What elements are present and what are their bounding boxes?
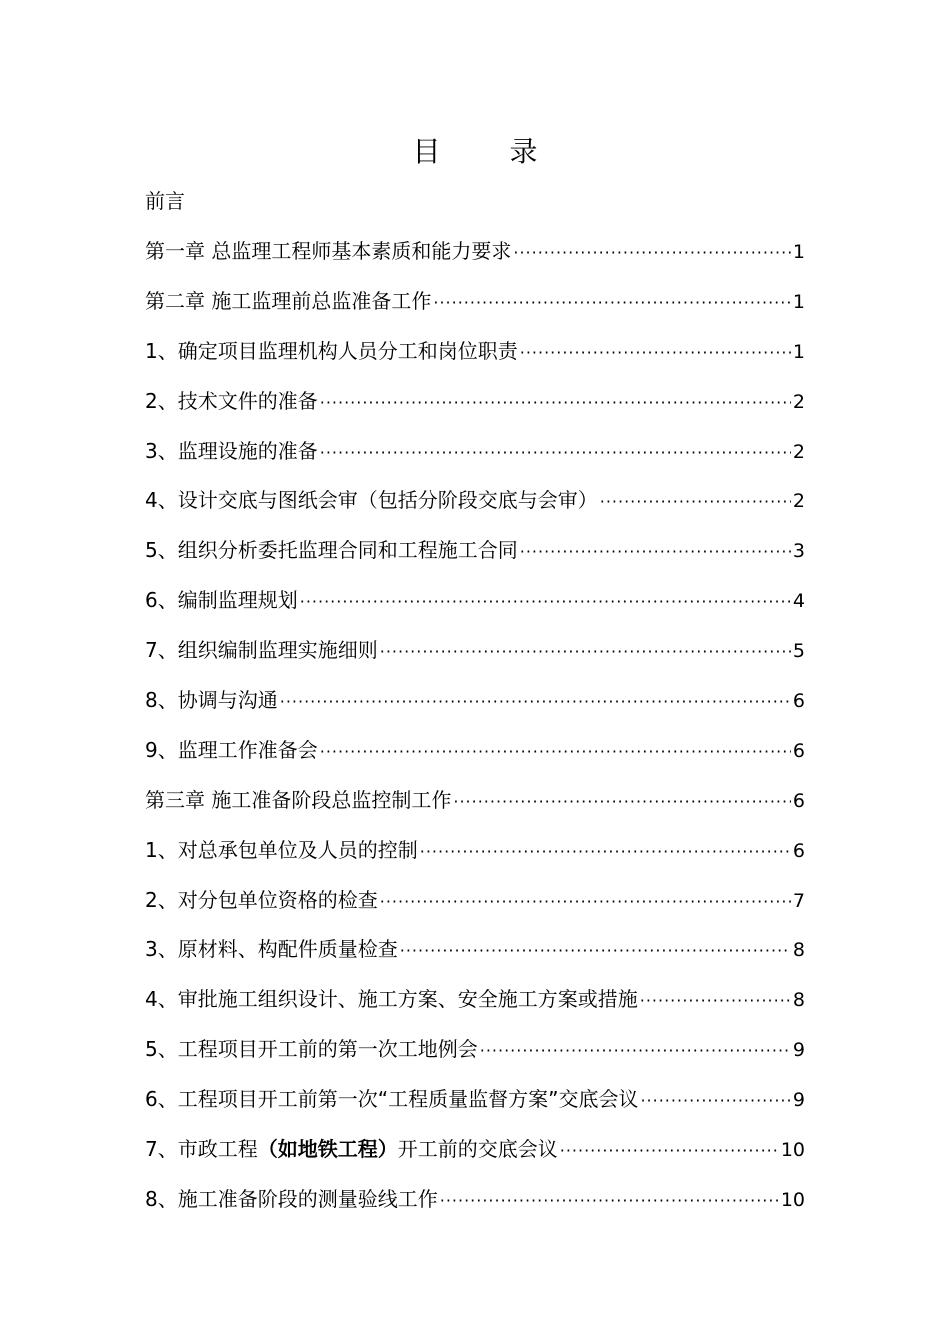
dot-leader [300,583,791,621]
toc-page-number: 8 [792,939,805,962]
toc-entry [145,481,805,519]
dot-leader [320,384,791,422]
toc-entry-label: 8、协调与沟通 [145,688,278,713]
dot-leader [600,483,791,521]
toc-page-number: 7 [792,889,805,912]
dot-leader [320,434,791,472]
dot-leader [480,1032,791,1070]
toc-entry-label: 7、市政工程（如地铁工程）开工前的交底会议 [145,1137,558,1162]
toc-entry [145,930,805,968]
toc-entry-label: 第二章 施工监理前总监准备工作 [145,288,432,313]
toc-title: 目 录 [412,135,568,168]
toc-entry [145,1130,805,1168]
dot-leader [520,533,791,571]
toc-entry-label: 2、对分包单位资格的检查 [145,887,378,912]
toc-entry [145,1080,805,1118]
toc-page-number: 6 [792,839,805,862]
toc-entry-label: 5、组织分析委托监理合同和工程施工合同 [145,538,518,563]
toc-entry-label: 2、技术文件的准备 [145,388,318,413]
toc-entry-label: 9、监理工作准备会 [145,737,318,762]
toc-entry-label: 3、监理设施的准备 [145,438,318,463]
toc-entry [145,980,805,1018]
toc-page-number: 1 [792,241,805,263]
toc-page-number: 2 [792,440,805,463]
toc-entry-label: 4、审批施工组织设计、施工方案、安全施工方案或措施 [145,987,638,1012]
toc-entry [145,731,805,769]
toc-page-number: 9 [792,1089,805,1112]
toc-entry [145,1030,805,1068]
toc-entry [145,581,805,619]
toc-page-number: 2 [792,390,805,413]
toc-entry-label: 1、确定项目监理机构人员分工和岗位职责 [145,338,518,363]
toc-entry [145,781,805,819]
toc-page-number: 8 [792,989,805,1012]
toc-page-number: 6 [792,739,805,762]
dot-leader [380,633,791,671]
toc-entry [145,631,805,669]
toc-page-number: 1 [792,340,805,363]
toc-page-number: 6 [792,789,805,812]
toc-page-number: 10 [780,1188,805,1211]
toc-entry [145,282,805,320]
toc-page-number: 6 [792,690,805,713]
toc-entry [145,681,805,719]
dot-leader [513,234,791,272]
dot-leader [640,982,791,1020]
dot-leader [280,683,791,721]
toc-entry-label: 4、设计交底与图纸会审（包括分阶段交底与会审） [145,488,598,513]
toc-entry-label: 1、对总承包单位及人员的控制 [145,837,418,862]
toc-entry-label: 第一章 总监理工程师基本素质和能力要求 [145,239,512,263]
toc-entry [145,232,805,270]
toc-entry-label: 第三章 施工准备阶段总监控制工作 [145,787,452,812]
dot-leader [400,932,791,970]
dot-leader [320,733,791,771]
toc-page-number: 1 [792,290,805,313]
toc-entry-label: 6、工程项目开工前第一次“工程质量监督方案”交底会议 [145,1087,639,1112]
toc-list [145,182,805,1230]
toc-entry-label: 6、编制监理规划 [145,588,298,613]
toc-entry [145,332,805,370]
toc-page-number: 3 [792,540,805,563]
dot-leader [453,783,791,821]
toc-entry [145,531,805,569]
toc-entry-label: 5、工程项目开工前的第一次工地例会 [145,1037,478,1062]
toc-entry [145,1180,805,1218]
dot-leader [433,284,791,322]
toc-entry-label: 8、施工准备阶段的测量验线工作 [145,1186,438,1211]
toc-page-number: 5 [792,640,805,663]
toc-entry-label: 7、组织编制监理实施细则 [145,638,378,663]
dot-leader [520,334,791,372]
dot-leader [640,1082,790,1120]
dot-leader [380,883,791,921]
toc-entry [145,382,805,420]
toc-preface: 前言 [145,189,185,213]
dot-leader [420,833,791,871]
toc-page-number: 4 [792,590,805,613]
toc-entry-label: 3、原材料、构配件质量检查 [145,937,398,962]
toc-page-number: 2 [792,490,805,513]
toc-entry [145,432,805,470]
dot-leader [560,1132,779,1170]
dot-leader [440,1182,779,1220]
toc-entry [145,881,805,919]
toc-page-number: 10 [780,1139,805,1162]
toc-page-number: 9 [792,1039,805,1062]
toc-entry [145,831,805,869]
